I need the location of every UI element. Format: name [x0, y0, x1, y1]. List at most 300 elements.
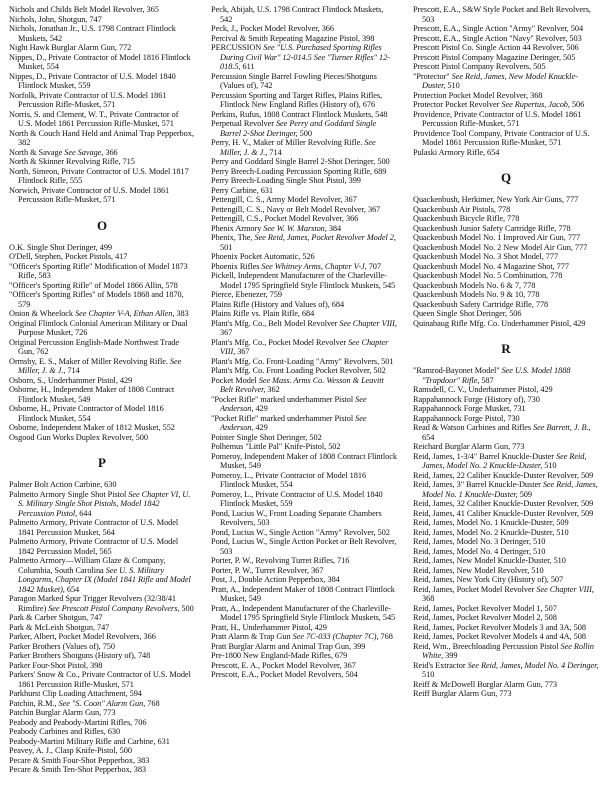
entry-text: Rappahannock Forge Musket, 731: [413, 404, 526, 413]
index-entry: [9, 594, 195, 613]
entry-text: Night Hawk Burglar Alarm Gun, 772: [9, 43, 132, 52]
index-entry: [413, 585, 599, 604]
entry-page-number: 510: [422, 670, 435, 679]
entry-text: Nichols, John, Shotgun, 747: [9, 14, 102, 24]
entry-text: Norris, S. and Clement, W. T., Private Contractor of U.S. Model 1861 Percussion Rifle-Musket, 571: [9, 109, 179, 128]
entry-cross-reference: See Savage,: [64, 147, 104, 157]
index-entry: [413, 452, 599, 471]
index-entry: [9, 632, 195, 642]
entry-text: Pickell, Independent Manufacturer of the Charleville-Model 1795 Springfield Style Flintlock Muskets, 545: [211, 271, 396, 290]
entry-text: Peabody and Peabody-Martini Rifles, 706: [9, 717, 147, 727]
entry-cross-reference: See Miller, J. & J.,: [18, 356, 182, 375]
index-entry: [413, 661, 599, 680]
entry-text: Reid, James, New Model Knuckle-Duster, 510: [413, 556, 566, 565]
entry-text: Reid, James, New York City (History of), 507: [413, 575, 564, 584]
index-entry: [9, 404, 195, 423]
index-entry: [9, 642, 195, 652]
index-entry: [211, 91, 397, 110]
index-entry: [9, 319, 195, 338]
index-entry: [211, 309, 397, 319]
entry-text: Palmetto Armory Single Shot Pistol: [9, 489, 129, 499]
entry-text: Providence, Private Contractor of U.S. Model 1861 Percussion Rifle-Musket, 571: [413, 109, 582, 128]
entry-text: Peabody-Martini Military Rifle and Carbine, 631: [9, 736, 170, 746]
index-entry: [413, 556, 599, 566]
entry-text: Pecare & Smith Four-Shot Pepperbox, 383: [9, 755, 150, 765]
index-entry: [9, 556, 195, 594]
entry-text: Pettengill, C.S., Pocket Model Revolver, 366: [211, 214, 359, 223]
index-entry: [413, 642, 599, 661]
entry-text: Peavey, A. J., Clasp Knife-Pistol, 500: [9, 746, 132, 755]
entry-text: Prescott, E.A., Pocket Model Revolvers, 504: [211, 670, 358, 679]
index-entry: [9, 661, 195, 671]
index-entry: [211, 167, 397, 177]
entry-text: Quackenbush Model No. 4 Magazine Shot, 777: [413, 261, 569, 271]
index-entry: [413, 243, 599, 253]
entry-cross-reference: See 7C-033 (Chapter 7C),: [292, 632, 379, 641]
entry-text: North & Couch Hand Held and Animal Trap Pepperbox, 382: [9, 128, 194, 147]
entry-text: Perry, H. V., Maker of Miller Revolving Rifle.: [211, 138, 365, 147]
index-entry: [413, 319, 599, 329]
entry-text: Reichard Burglar Alarm Gun, 773: [413, 442, 525, 451]
index-entry: [9, 53, 195, 72]
entry-text: Nippes, D., Private Contractor of Model 1816 Flintlock Musket, 554: [9, 52, 191, 71]
entry-cross-reference: See Rupertus, Jacob,: [501, 100, 570, 109]
entry-text: Osborne, Independent Maker of 1812 Musket, 552: [9, 423, 175, 432]
index-entry: [9, 670, 195, 689]
index-entry: [211, 490, 397, 509]
entry-text: Rappahannock Forge Pistol, 730: [413, 413, 520, 423]
entry-text: North & Savage: [9, 147, 65, 157]
index-entry: [9, 737, 195, 747]
index-entry: [9, 518, 195, 537]
entry-text: Patchin, R.M.,: [9, 698, 59, 708]
entry-text: Quackenbush Model No. 5 Combination, 778: [413, 271, 563, 280]
entry-cross-reference: See Miller, J. & J.,: [220, 138, 376, 157]
entry-page-number: 768: [145, 698, 160, 708]
entry-text: Reid, James, 22 Caliber Knuckle-Duster Revolver, 509: [413, 470, 594, 480]
index-entry: [9, 129, 195, 148]
index-entry: [9, 43, 195, 53]
index-entry: [211, 376, 397, 395]
index-entry: [413, 110, 599, 129]
entry-page-number: 367: [235, 347, 250, 356]
entry-text: Pratt, A., Independent Maker of 1808 Contract Flintlock Musket, 549: [211, 584, 395, 603]
entry-text: Quackenbush Air Pistols, 778: [413, 204, 511, 214]
index-entry: [413, 680, 599, 690]
index-column-3: [413, 5, 599, 812]
entry-text: Reid, James, Pocket Revolver Models 3 and 3A, 508: [413, 622, 586, 632]
index-entry: [413, 480, 599, 499]
entry-text: Quackenbush Models No. 6 & 7, 778: [413, 280, 536, 290]
section-letter-heading: Q: [500, 170, 512, 185]
index-entry: [413, 385, 599, 395]
index-entry: [413, 509, 599, 519]
index-entry: [413, 129, 599, 148]
index-entry: [413, 214, 599, 224]
index-entry: [211, 271, 397, 290]
entry-cross-reference: See Anderson,: [220, 394, 367, 413]
index-entry: [211, 537, 397, 556]
entry-cross-reference: See Reid, James, Pocket Revolver Model 2,: [254, 233, 396, 242]
entry-text: "Pocket Rifle" marked underhammer Pistol: [211, 394, 356, 404]
entry-text: Nippes, D., Private Contractor of U.S. Model 1840 Flintlock Musket, 559: [9, 71, 176, 90]
entry-text: Reid, James, 1-3/4" Barrel Knuckle-Duster: [413, 451, 556, 461]
entry-page-number: 707: [366, 261, 382, 271]
entry-text: Quackenbush Model No. 2 New Model Air Gun, 777: [413, 242, 588, 252]
index-entry: [413, 366, 599, 385]
entry-text: Reid, Wm., Breechloading Percussion Pistol: [413, 641, 561, 651]
entry-page-number: 500: [179, 603, 194, 613]
entry-text: Osgood Gun Works Duplex Revolver, 500: [9, 432, 148, 442]
entry-text: Pierce, Ebenezer, 759: [211, 290, 282, 299]
index-entry: [211, 43, 397, 72]
entry-text: Plant's Mfg. Co. Front Loading Pocket Revolver, 502: [211, 366, 386, 375]
entry-text: Reid, James, Pocket Revolver Model 2, 508: [413, 613, 557, 622]
index-entry: [413, 395, 599, 405]
entry-text: O'Dell, Stephen, Pocket Pistols, 417: [9, 252, 128, 261]
index-entry: [9, 480, 195, 490]
index-entry: [413, 148, 599, 158]
index-entry: [211, 195, 397, 205]
index-entry: [413, 290, 599, 300]
entry-text: Reid, James, Pocket Revolver Models 4 and 4A, 508: [413, 632, 586, 641]
index-entry: [413, 471, 599, 481]
entry-text: Pomeroy, Independent Maker of 1808 Contract Flintlock Musket, 549: [211, 451, 397, 470]
entry-text: Prescott, E.A., Single Action "Army" Revolver, 504: [413, 24, 584, 33]
entry-text: Pond, Lucius W., Front Loading Separate Chambers Revolvers, 503: [211, 508, 382, 527]
entry-text: Norwich, Private Contractor of U.S. Model 1861 Percussion Rifle-Musket, 571: [9, 185, 170, 204]
section-letter-heading: P: [98, 455, 106, 470]
entry-text: North, Simeon, Private Contractor of U.S. Model 1817 Flintlock Rifle, 555: [9, 166, 189, 185]
entry-cross-reference: See "U.S. Purchased Sporting Rifles During Civil War" 12-014.5 See "Turner Rifles" 12-018.5,: [220, 43, 390, 71]
entry-text: Nichols and Childs Belt Model Revolver, 365: [9, 5, 159, 14]
index-entry: [211, 452, 397, 471]
index-entry: [413, 271, 599, 281]
index-entry: [211, 72, 397, 91]
entry-text: Osborn, S., Underhammer Pistol, 429: [9, 375, 133, 385]
entry-text: Pocket Model: [211, 375, 259, 385]
entry-text: Reid, James, 41 Caliber Knuckle-Duster Revolver, 509: [413, 508, 594, 518]
entry-text: Pratt, H., Underhammer Pistol, 429: [211, 622, 327, 632]
entry-text: "Ramrod-Bayonet Model": [413, 366, 502, 375]
entry-text: PERCUSSION: [211, 43, 264, 52]
index-entry: [211, 176, 397, 186]
index-entry: [9, 490, 195, 519]
entry-page-number: 509: [517, 489, 532, 499]
entry-text: Quackenbush Model No. 1 Improved Air Gun, 777: [413, 233, 581, 242]
entry-text: Parker Four-Shot Pistol, 398: [9, 660, 103, 670]
index-entry: [9, 746, 195, 756]
index-entry: [9, 699, 195, 709]
index-entry: [211, 604, 397, 623]
index-entry: [211, 119, 397, 138]
index-entry: [211, 157, 397, 167]
entry-text: Ramsdell, C. V., Underhammer Pistol, 429: [413, 385, 553, 394]
index-entry: [211, 632, 397, 642]
entry-text: Rappahannock Forge (History of), 730: [413, 394, 540, 404]
entry-text: Reid, James, Pocket Revolver Model 1, 507: [413, 603, 557, 613]
index-entry: [413, 499, 599, 509]
index-entry: [9, 651, 195, 661]
index-entry: [9, 385, 195, 404]
index-entry: [9, 623, 195, 633]
index-entry: [9, 357, 195, 376]
entry-page-number: 587: [479, 375, 494, 385]
entry-cross-reference: See Prescott Pistol Company Revolvers,: [48, 603, 180, 613]
index-entry: [211, 252, 397, 262]
index-entry: [9, 765, 195, 775]
entry-page-number: 399: [443, 651, 458, 660]
index-entry: [211, 233, 397, 252]
entry-cross-reference: See Chapter VI, U. S. Military Single Shot Pistols, Model 1842 Percussion Pistol,: [18, 489, 191, 518]
entry-text: Prescott, E. A., Pocket Model Revolver, 367: [211, 660, 356, 670]
index-entry: [9, 689, 195, 699]
entry-text: Quackenbush Bicycle Rifle, 778: [413, 214, 520, 223]
index-entry: [413, 281, 599, 291]
index-entry: [413, 195, 599, 205]
index-entry: [211, 651, 397, 661]
index-entry: [211, 186, 397, 196]
index-entry: [413, 575, 599, 585]
entry-text: Pointer Single Shot Deringer, 502: [211, 432, 322, 442]
entry-text: Pomeroy, L., Private Contractor of Model 1816 Flintlock Musket, 554: [211, 470, 367, 489]
entry-text: Perry Breech-Loading Single Shot Pistol, 399: [211, 176, 361, 185]
entry-text: Norfolk, Private Contractor of U.S. Model 1861 Percussion Rifle-Musket, 571: [9, 90, 167, 109]
index-entry: [211, 290, 397, 300]
entry-text: Reid, James, Model No. 1 Knuckle-Duster, 509: [413, 518, 569, 527]
entry-cross-reference: See Reid, James, Model No. 4 Deringer,: [467, 660, 599, 670]
index-entry: [211, 214, 397, 224]
index-entry: [9, 718, 195, 728]
index-entry: [413, 252, 599, 262]
entry-text: Read & Watson Carbines and Rifles: [413, 423, 534, 432]
index-entry: [211, 623, 397, 633]
entry-text: Peabody Carbines and Rifles, 630: [9, 727, 121, 736]
entry-text: Perry Carbine, 631: [211, 185, 274, 195]
index-entry: [211, 319, 397, 338]
entry-cross-reference: See Perry and Goddard Single Barrel 2-Shot Deringer,: [220, 119, 377, 138]
entry-text: Osborne, H., Independent Maker of 1808 Contract Flintlock Musket, 549: [9, 385, 175, 404]
index-entry: [9, 72, 195, 91]
index-entry: [211, 670, 397, 680]
index-entry: [413, 72, 599, 91]
entry-text: Reid, James, Model No. 2 Knuckle-Duster, 510: [413, 527, 569, 537]
entry-page-number: 362: [265, 385, 280, 394]
index-entry: [413, 91, 599, 101]
entry-text: North & Skinner Revolving Rifle, 715: [9, 157, 135, 166]
index-entry: [211, 661, 397, 671]
index-entry: [413, 300, 599, 310]
entry-text: Quackenbush Model No. 3 Shot Model, 777: [413, 252, 559, 261]
entry-text: Pre-1800 New England-Made Rifles, 679: [211, 651, 348, 660]
index-entry: [413, 547, 599, 557]
index-entry: [9, 433, 195, 443]
entry-text: "Officer's Sporting Rifle" of Model 1866 Allin, 578: [9, 280, 178, 290]
index-entry: [413, 404, 599, 414]
index-entry: [211, 366, 397, 376]
index-entry: [211, 300, 397, 310]
index-entry: [9, 148, 195, 158]
entry-text: Prescott Pistol Company Magazine Deringer, 505: [413, 52, 576, 62]
entry-text: Ormsby, E. S., Maker of Miller Revolving Rifle.: [9, 356, 170, 366]
index-entry: [413, 632, 599, 642]
index-entry: [413, 423, 599, 442]
entry-text: Quackenbush Junior Safety Cartridge Rifle, 778: [413, 223, 571, 233]
entry-page-number: 383: [174, 309, 189, 318]
entry-page-number: 500: [297, 128, 312, 138]
index-entry: [9, 708, 195, 718]
index-entry: [413, 5, 599, 24]
entry-text: Prescott Pistol Company Revolvers, 505: [413, 62, 546, 71]
entry-text: "Protector": [413, 71, 452, 81]
entry-text: Palmer Bolt Action Carbine, 630: [9, 480, 117, 489]
entry-text: Nichols, Jonathan Jr., U.S. 1798 Contract Flintlock Muskets, 542: [9, 24, 176, 43]
index-entry: [211, 585, 397, 604]
entry-page-number: 714: [65, 366, 80, 375]
entry-text: Post, J., Double Action Pepperbox, 384: [211, 575, 340, 584]
index-entry: [9, 727, 195, 737]
entry-text: Phenix, The,: [211, 233, 255, 242]
entry-text: Reid, James, Model No. 3 Deringer, 510: [413, 537, 546, 546]
entry-cross-reference: See Whitney Arms, Chapter V-J,: [261, 261, 367, 271]
entry-text: Plant's Mfg. Co., Belt Model Revolver: [211, 318, 340, 328]
entry-text: Phoenix Pocket Automatic, 526: [211, 252, 315, 261]
entry-page-number: 714: [267, 147, 282, 157]
entry-page-number: 611: [240, 62, 255, 71]
entry-text: Pomeroy, L., Private Contractor of U.S. Model 1840 Flintlock Musket, 559: [211, 489, 383, 508]
index-entry: [9, 613, 195, 623]
entry-text: Quackenbush Models No. 9 & 10, 778: [413, 290, 540, 299]
index-entry: [413, 528, 599, 538]
index-entry: [211, 357, 397, 367]
index-entry: [211, 5, 397, 24]
entry-text: Reid, James, 3" Barrel Knuckle-Duster: [413, 480, 543, 489]
entry-cross-reference: See U.S. Model 1888 "Trapdoor" Rifle,: [422, 366, 571, 385]
entry-text: Original Flintlock Colonial American Military or Dual Purpose Musket, 726: [9, 318, 188, 337]
entry-cross-reference: See Chapter V-A, Ethan Allen,: [75, 309, 175, 318]
entry-page-number: 429: [253, 423, 268, 432]
index-entry: [9, 423, 195, 433]
entry-text: Providence Tool Company, Private Contractor of U.S. Model 1861 Percussion Rifle-Musket, 571: [413, 128, 590, 147]
entry-text: Park & Carber Shotgun, 747: [9, 613, 103, 622]
index-entry: [413, 537, 599, 547]
entry-text: Plains Rifle (History and Values of), 684: [211, 299, 345, 309]
index-entry: [413, 518, 599, 528]
entry-cross-reference: See Reid, James, Model No. 1 Knuckle-Duster,: [422, 480, 598, 499]
entry-text: Pettengill, C. S., Navy or Belt Model Revolver, 367: [211, 204, 381, 214]
index-entry: [413, 689, 599, 699]
index-entry: [211, 509, 397, 528]
index-entry: [9, 262, 195, 281]
index-entry: [211, 205, 397, 215]
index-entry: [413, 414, 599, 424]
entry-text: Pettengill, C. S., Army Model Revolver, 367: [211, 195, 357, 204]
entry-text: Percussion Sporting and Target Rifles, Plains Rifles, Flintlock New England Rifles (History of), 676: [211, 90, 383, 109]
entry-text: Peck, J., Pocket Model Revolver, 366: [211, 24, 334, 33]
index-entry: [211, 642, 397, 652]
index-entry: [9, 290, 195, 309]
entry-page-number: 366: [103, 147, 118, 157]
entry-page-number: 654: [64, 584, 80, 594]
entry-text: Pratt Burglar Alarm and Animal Trap Gun, 399: [211, 641, 366, 651]
index-entry: [211, 556, 397, 566]
index-entry: [211, 138, 397, 157]
entry-cross-reference: See Reid, James, New Model Knuckle-Duster,: [422, 71, 578, 90]
entry-cross-reference: See Chapter VIII,: [220, 337, 389, 356]
entry-text: Palmetto Armory—William Glaze & Company, Columbia, South Carolina: [9, 556, 166, 575]
index-column-2: [211, 5, 397, 812]
entry-text: Pond, Lucius W., Single Action "Army" Revolver, 502: [211, 527, 390, 537]
entry-text: Onion & Wheelock: [9, 309, 76, 318]
entry-cross-reference: See Anderson,: [220, 413, 367, 432]
entry-text: Quackenbush Safety Cartridge Rifle, 778: [413, 299, 549, 309]
entry-text: Phenix Armory: [211, 223, 264, 233]
entry-text: Parkers' Snow & Co., Private Contractor of U.S. Model 1861 Percussion Rifle-Musket, 571: [9, 670, 191, 689]
entry-text: Queen Single Shot Deringer, 506: [413, 309, 522, 318]
index-entry: [9, 186, 195, 205]
index-entry: [9, 110, 195, 129]
entry-cross-reference: See Chapter VIII,: [536, 584, 594, 594]
index-entry: [211, 575, 397, 585]
entry-text: Pond, Lucius W., Single Action Pocket or Belt Revolver, 503: [211, 537, 397, 556]
entry-text: Palmetto Armory, Private Contractor of U.S. Model 1841 Percussion Musket, 564: [9, 518, 179, 537]
entry-text: Porter, P. W., Revolving Turret Rifles, 716: [211, 556, 350, 565]
entry-cross-reference: See Mass. Arms Co. Wesson & Leavitt Belt Revolver,: [220, 375, 384, 394]
index-entry: [9, 15, 195, 25]
entry-text: Prescott, E.A., Single Action "Navy" Revolver, 503: [413, 33, 582, 43]
index-entry: [9, 24, 195, 43]
entry-page-number: 384: [326, 223, 342, 233]
index-entry: [413, 24, 599, 34]
entry-text: Reiff Burglar Alarm Gun, 773: [413, 689, 512, 698]
entry-cross-reference: See U. S. Military Longarms, Chapter IX (Model 1841 Rifle and Model 1842 Musket),: [18, 565, 191, 594]
entry-text: Protection Pocket Model Revolver, 368: [413, 90, 543, 100]
index-entry: [211, 224, 397, 234]
index-entry: [9, 756, 195, 766]
index-entry: [9, 5, 195, 15]
index-entry: [9, 243, 195, 253]
entry-text: Porter, P. W., Turret Revolver, 367: [211, 565, 324, 575]
entry-text: Reid, James, 32 Caliber Knuckle-Duster Revolver, 509: [413, 499, 594, 508]
index-entry: [413, 62, 599, 72]
index-entry: [413, 623, 599, 633]
index-entry: [211, 433, 397, 443]
index-entry: [211, 528, 397, 538]
entry-text: Reid's Extractor: [413, 660, 468, 670]
entry-page-number: 501: [220, 242, 233, 252]
entry-text: Reid, James, Pocket Model Revolver: [413, 584, 537, 594]
index-entry: [413, 224, 599, 234]
entry-cross-reference: See Chapter VIII,: [339, 318, 397, 328]
entry-text: Polhemus "Little Pal" Knife-Pistol, 502: [211, 442, 341, 451]
entry-text: Parkhurst Clip Loading Attachment, 594: [9, 689, 142, 698]
index-entry: [413, 100, 599, 110]
index-entry: [9, 252, 195, 262]
entry-text: Parker, Albert, Pocket Model Revolvers, 366: [9, 632, 156, 641]
index-entry: [211, 338, 397, 357]
entry-text: Percival & Smith Repeating Magazine Pistol, 398: [211, 33, 375, 43]
index-entry: [211, 442, 397, 452]
entry-page-number: 429: [253, 404, 268, 413]
entry-cross-reference: See Reid, James, Model No. 2 Knuckle-Duster,: [422, 451, 587, 470]
entry-text: Plant's Mfg. Co., Pocket Model Revolver: [211, 337, 349, 347]
index-entry: [211, 262, 397, 272]
index-entry: [413, 43, 599, 53]
index-entry: [9, 167, 195, 186]
section-letter-heading: O: [96, 217, 108, 233]
entry-text: Peck, Abijah, U.S. 1798 Contract Flintlock Muskets, 542: [211, 5, 384, 24]
entry-text: Protector Pocket Revolver: [413, 100, 502, 109]
